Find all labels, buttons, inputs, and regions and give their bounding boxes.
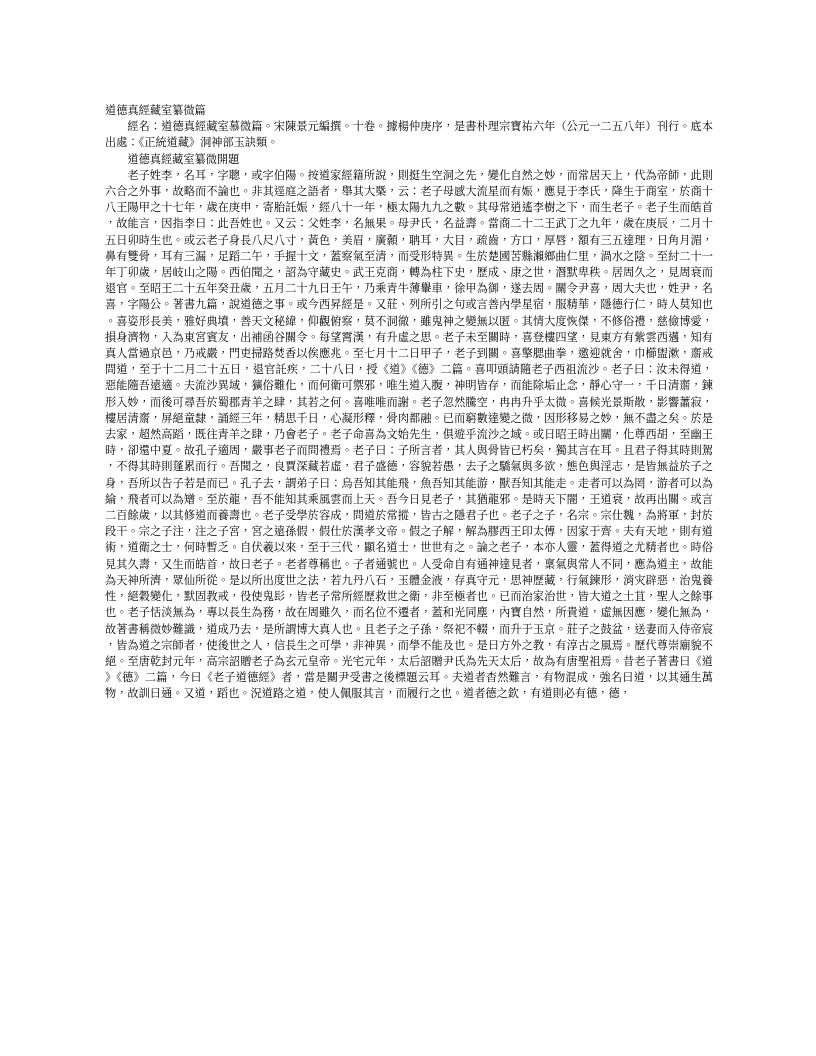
- document-body: [105, 103, 713, 703]
- colophon-paragraph: 經名：道德真經藏室慕微篇。宋陳景元編撰。十卷。據楊仲庚序，是書朴理宗寶祐六年（公元一二五八年）刊行。底本出處：《正統道藏》洞神部玉訣類。: [105, 120, 713, 150]
- main-body-paragraph: 老子姓李，名耳，字聰，或字伯陽。按道家經籍所說，則挺生空洞之先，變化自然之妙，而常居天上，代為帝師，此則六合之外事，故略而不論也。非其逕庭之語者，舉其大槩，云：老子母感大流星而有娠，應見于李氏，降生于商室，於商十八王陽甲之十七年，歲在庚申，寄胎託娠，經八十一年，極太陽九九之數。其母常逍遙李樹之下，而生老子。老子生而皓首，故能言，因指李曰：此吾姓也。又云：父姓李，名無果。母尹氏，名益壽。當商二十二王武丁之九年，歲在庚辰，二月十五日卯時生也。或云老子身長八尺八寸，黃色，美眉，廣顙，聃耳，大目，疏齒，方口，厚唇，額有三五達理，日角月湄，鼻有雙骨，耳有三漏，足蹈二午，手握十文，蓋察氣至清，而受形特異。生於楚國苦縣瀨鄉曲仁里，渦水之陰。至紂二十一年丁卯歲，居岐山之陽。西伯聞之，詔為守藏史。武王克商，轉為柱下史，歷成、康之世，潛默卑秩。居周久之，見周衰而退官。至昭王二十五年癸丑歲，五月二十九日壬午，乃乘青牛薄轝車，徐甲為御，遂去周。關令尹喜，周大夫也，姓尹，名喜，字陽公。著書九篇，說道德之事。或今西昇經是。又莊、列所引之句或言善內學星宿，服精華，隱德行仁，時人莫知也。喜姿形長美，雅好典墳，善天文秘緯，仰觀俯察，莫不洞徹，雖鬼神之變無以匿。其情大度恢傑，不修俗禮，慈儉博愛，損身濟物，入為東宮賓友，出補函谷關令。每望霄漢，有升虛之思。老子未至關時，喜登樓四望，見東方有紫雲西邁，知有真人當過京邑，乃戒嚴，門吏掃路焚香以俟應兆。至七月十二日甲子，老子到關。喜擎腮曲拳，邀迎就舍，巾櫛盥漱，齋戒問道，至于十二月二十五日，退官託疾，二十八日，授《道》《德》二篇。喜叩頭請隨老子西祖流沙。老子曰：汝未得道，惡能隨吾遠適。夫流沙異域，獷俗難化，而何衛可禦邪，唯生道入腹，神明皆存，而能除垢止念，靜心守一，千日清齋，鍊形入妙，而後可尋吾於蜀郡青羊之肆，其若之何。喜唯唯而謝。老子忽然騰空，冉冉升乎太微。喜候光景斯散，影響蕭寂，樓居清齋，屏絕童隸，誦經三年，精思千日，心凝形釋，骨肉都融。已而窮數達變之微，因形移易之妙，無不盡之矣。於是去家，超然高蹈，既往青羊之肆，乃會老子。老子命喜為文始先生，俱遊乎流沙之域。或日昭王時出關，化尊西胡，至幽王時，卻還中夏。故孔子適周，嚴事老子而問禮焉。老子曰：子所言者，其人與骨皆已朽矣，獨其言在耳。且君子得其時則駕，不得其時則蓬累而行。吾聞之，良賈深藏若虛，君子盛德，容貌若愚，去子之驕氣與多欲，態色與淫志，是皆無益於子之身，吾所以告子若是而已。孔子去，謂弟子曰：烏吾知其能飛，魚吾知其能游，獸吾知其能走。走者可以為罔，游者可以為綸，飛者可以為矰。至於龍，吾不能知其乘風雲而上天。吾今日見老子，其猶龍邪。是時天下闇，王道衰，故再出關。或言二百餘歲，以其修道而養壽也。老子受學於容成，問道於常摐，皆古之隱君子也。老子之子，名宗。宗仕魏，為將軍，封於段干。宗之子注，注之子宮，宮之遠孫假，假仕於漢孝文帝。假之子解，解為膠西王印太傅，因家于齊。夫有天地，則有道術，道衛之士，何時暫乏。自伏羲以來，至于三代，顯名道士，世世有之。論之老子，本亦人靈，蓋得道之尤精者也。時俗見其久壽，又生而皓首，故曰老子。老者尊稱也。子者通號也。人受命自有通神達見者，稟氣與常人不同，應為道主，故能為天神所濟，眾仙所從。是以所出度世之法，若九丹八石，玉體金液，存真守元，思神歷藏，行氣鍊形，消灾辟惡，治鬼養性，絕穀變化，默固教戒，役使鬼髟，皆老子常所經歷救世之衛，非至極者也。已而治家治世，皆大道之土苴，聖人之餘事也。老子恬淡無為，專以長生為務，故在周雖久，而名位不遷者，蓋和光同塵，內寶自然，所貴道，虛無因應，變化無為，故著書稱微妙難識，道成乃去，是所謂博大真人也。且老子之子孫，祭祀不輟，而升于玉京。莊子之鼓盆，送妻而入侍帝宸，皆為道之宗師者，使後世之人，信長生之可學，非神異，而學不能及也。是曰方外之教，有淳古之風焉。歷代尊崇廟貌不絕。至唐乾封元年，高宗詔贈老子為玄元皇帝。光宅元年，太后詔贈尹氏為先天太后，故為有唐聖祖焉。昔老子著書曰《道》《德》二篇，今曰《老子道德經》者，當是關尹受書之後標題云耳。夫道者杳然難言，有物混成，強名曰道，以其通生萬物，故訓曰通。又道，蹈也。況道路之道，使人佩服其言，而履行之也。道者德之欽，有道則必有德，德，: [105, 168, 713, 701]
- document-title: 道德真經藏室纂微篇: [105, 104, 206, 117]
- section-heading: 道德真經藏室纂微開題: [127, 152, 240, 166]
